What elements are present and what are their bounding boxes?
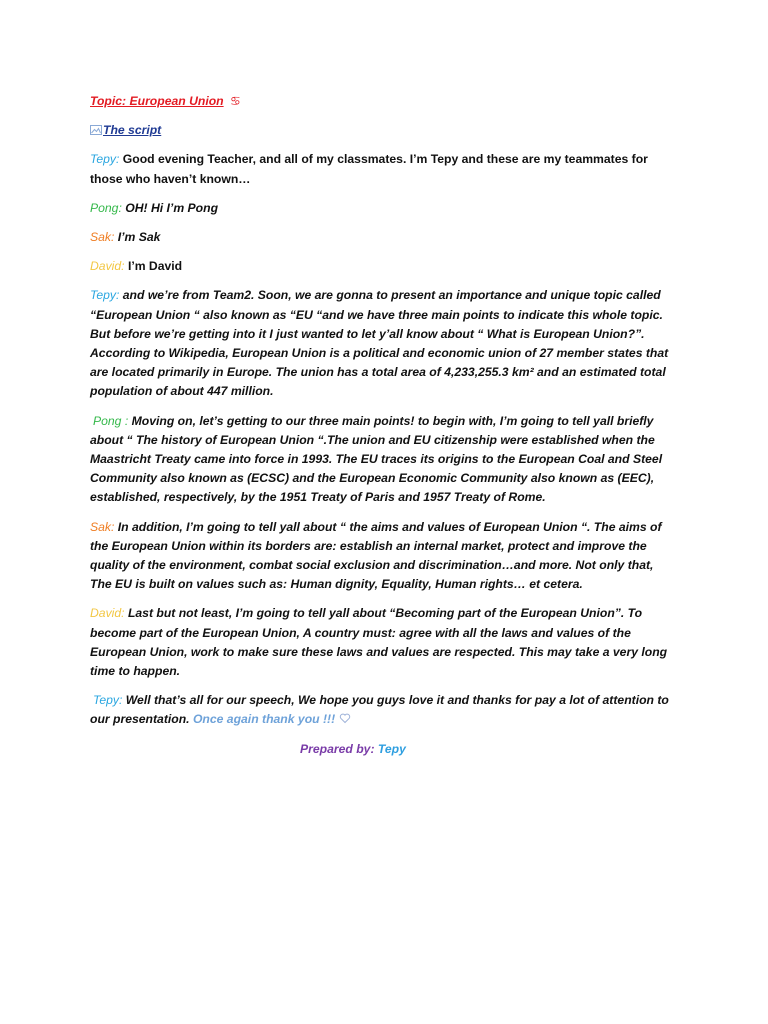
speech-text: In addition, I’m going to tell yall about “ the aims and values of European Union “. The aims of the European Union within its borders are: establish an internal market, protect and improve the quality of the environment, combat social exclusion and discrimination…and more. Not only that, The EU is built on values such as: Human dignity, Equality, Human rights… et cetera. [90, 519, 662, 592]
speaker-label: Tepy: [90, 152, 120, 167]
dialogue-line-pong-1 [90, 199, 678, 218]
sparkle-heart-icon [339, 711, 351, 723]
topic-heading [90, 92, 678, 111]
dialogue-line-pong-2 [90, 412, 678, 508]
cancer-zodiac-icon: ♋ [230, 94, 241, 108]
speech-text: I’m Sak [117, 230, 161, 245]
speech-text: OH! Hi I’m Pong [125, 200, 219, 215]
script-title: The script [103, 123, 162, 138]
image-icon [90, 122, 102, 132]
topic-title: Topic: European Union [90, 94, 224, 108]
speech-text: and we’re from Team2. Soon, we are gonna to present an importance and unique topic called “European Union “ also known as “EU “and we have three main points to indicate this whole topic. But before we’re getting into it I just wanted to let y’all know about “ What is European Union?”. According to Wikipedia, European Union is a political and economic union of 27 member states that are located primarily in Europe. The union has a total area of 4,233,255.3 km² and an estimated total population of about 447 million. [90, 288, 669, 399]
speaker-label: Tepy: [90, 288, 120, 303]
dialogue-line-sak-1 [90, 228, 678, 247]
speaker-label: Pong: [90, 200, 122, 215]
dialogue-line-sak-2 [90, 518, 678, 595]
dialogue-line-tepy-1 [90, 150, 678, 188]
speech-text: I’m David [127, 259, 183, 274]
speech-text: Last but not least, I’m going to tell yall about “Becoming part of the European Union”. To become part of the European Union, A country must: agree with all the laws and values of the European Union, work to make sure these laws and values are respected. This may take a very long time to happen. [90, 606, 668, 679]
dialogue-line-david-2 [90, 604, 678, 681]
dialogue-line-tepy-2 [90, 286, 678, 401]
speaker-label: Pong : [93, 413, 129, 428]
thanks-text: Once again thank you !!! [192, 712, 336, 727]
dialogue-line-tepy-3 [90, 691, 678, 729]
speech-text: Well that’s all for our speech, We hope you guys love it and thanks for pay a lot of attention to our presentation. [90, 693, 669, 727]
prepared-by-label: Prepared by: [300, 741, 375, 756]
speaker-label: Sak: [90, 230, 115, 245]
speech-text: those who haven’t known… [90, 171, 251, 186]
speaker-label: David: [90, 606, 125, 621]
speaker-label: Tepy: [93, 693, 123, 708]
speech-text: Good evening Teacher, and all of my classmates. I’m Tepy and these are my teammates for [122, 152, 648, 167]
speaker-label: Sak: [90, 519, 115, 534]
script-heading [90, 121, 678, 140]
prepared-by-name: Tepy [377, 741, 406, 756]
speaker-label: David: [90, 259, 125, 274]
speech-text: Moving on, let’s getting to our three main points! to begin with, I’m going to tell yall briefly about “ The history of European Union “.The union and EU citizenship were established when the Maastricht Treaty came into force in 1993. The EU traces its origins to the European Coal and Steel Community also known as (ECSC) and the European Economic Community also known as (EEC), established, respectively, by the 1951 Treaty of Paris and 1957 Treaty of Rome. [90, 413, 663, 505]
prepared-by-line [90, 740, 678, 759]
dialogue-line-david-1 [90, 257, 678, 276]
